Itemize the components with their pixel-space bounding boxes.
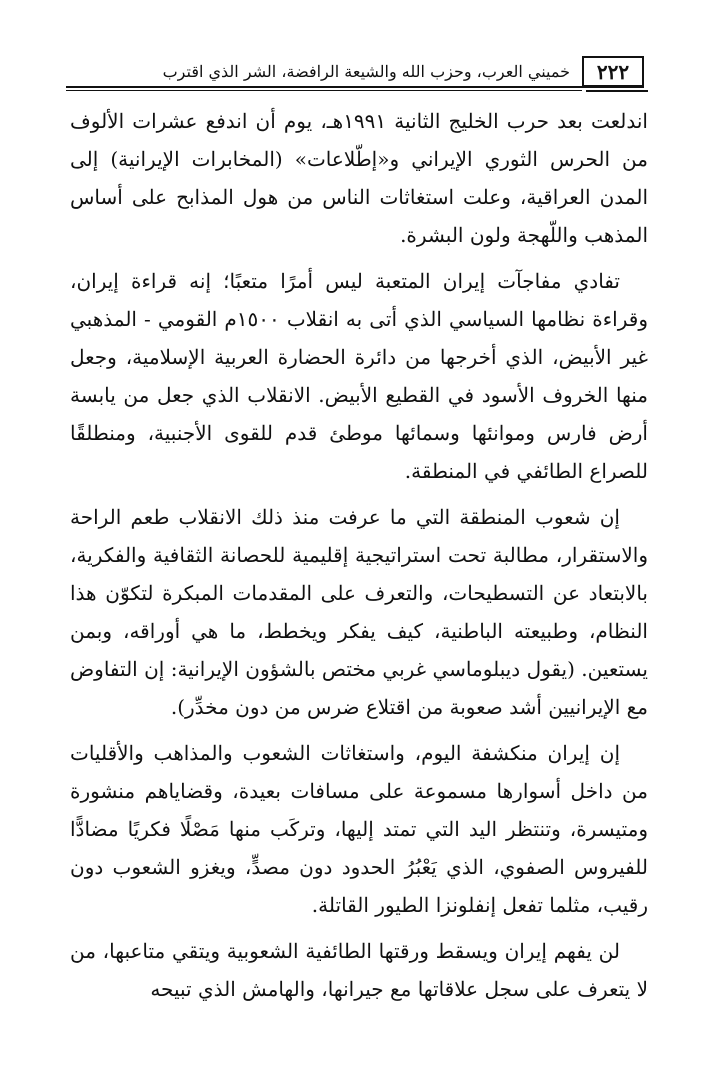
running-title: خميني العرب، وحزب الله والشيعة الرافضة، الشر الذي اقترب: [162, 62, 570, 81]
paragraph-5: لن يفهم إيران ويسقط ورقتها الطائفية الشعوبية ويتقي متاعبها، من لا يتعرف على سجل علاقاتها مع جيرانها، والهامش الذي تبيحه: [70, 939, 648, 1001]
paragraph-3: إن شعوب المنطقة التي ما عرفت منذ ذلك الانقلاب طعم الراحة والاستقرار، مطالبة تحت استراتيجية إقليمية للحصانة الثقافية والفكرية، بالابتعاد عن التسطيحات، والتعرف على المقدمات المبكرة لتكوّن هذا النظام، وطبيعته الباطنية، كيف يفكر ويخطط، ما هي أوراقه، وبمن يستعين. (يقول ديبلوماسي غربي مختص بالشؤون الإيرانية: إن التفاوض مع الإيرانيين أشد صعوبة من اقتلاع ضرس من دون مخدِّر).: [70, 505, 648, 719]
paragraph-4: إن إيران منكشفة اليوم، واستغاثات الشعوب والمذاهب والأقليات من داخل أسوارها مسموعة على مسافات بعيدة، وقضاياهم منشورة ومتيسرة، وتنتظر اليد التي تمتد إليها، وتركَب منها مَصْلًا فكريًا مضادًّا للفيروس الصفوي، الذي يَعْبُرُ الحدود دون مصدٍّ، ويغزو الشعوب دون رقيب، مثلما تفعل إنفلونزا الطيور القاتلة.: [70, 741, 648, 917]
body-text: [70, 102, 648, 1016]
header-rule: [66, 86, 582, 88]
paragraph-2: تفادي مفاجآت إيران المتعبة ليس أمرًا متعبًا؛ إنه قراءة إيران، وقراءة نظامها السياسي الذي أتى به انقلاب ١٥٠٠م القومي - المذهبي غير الأبيض، الذي أخرجها من دائرة الحضارة العربية الإسلامية، وجعل منها الخروف الأسود في القطيع الأبيض. الانقلاب الذي جعل من يابسة أرض فارس وموانئها وسمائها موطئ قدم للقوى الأجنبية، ومنطلقًا للصراع الطائفي في المنطقة.: [70, 269, 648, 483]
page-header: [66, 54, 644, 94]
paragraph-1: اندلعت بعد حرب الخليج الثانية ١٩٩١هـ، يوم أن اندفع عشرات الألوف من الحرس الثوري الإيراني و«إطّلاعات» (المخابرات الإيرانية) إلى المدن العراقية، وعلت استغاثات الناس من هول المذابح على أساس المذهب واللّهجة ولون البشرة.: [70, 109, 648, 247]
header-rule-thin: [66, 90, 582, 91]
page-number: ٢٢٢: [582, 56, 644, 88]
